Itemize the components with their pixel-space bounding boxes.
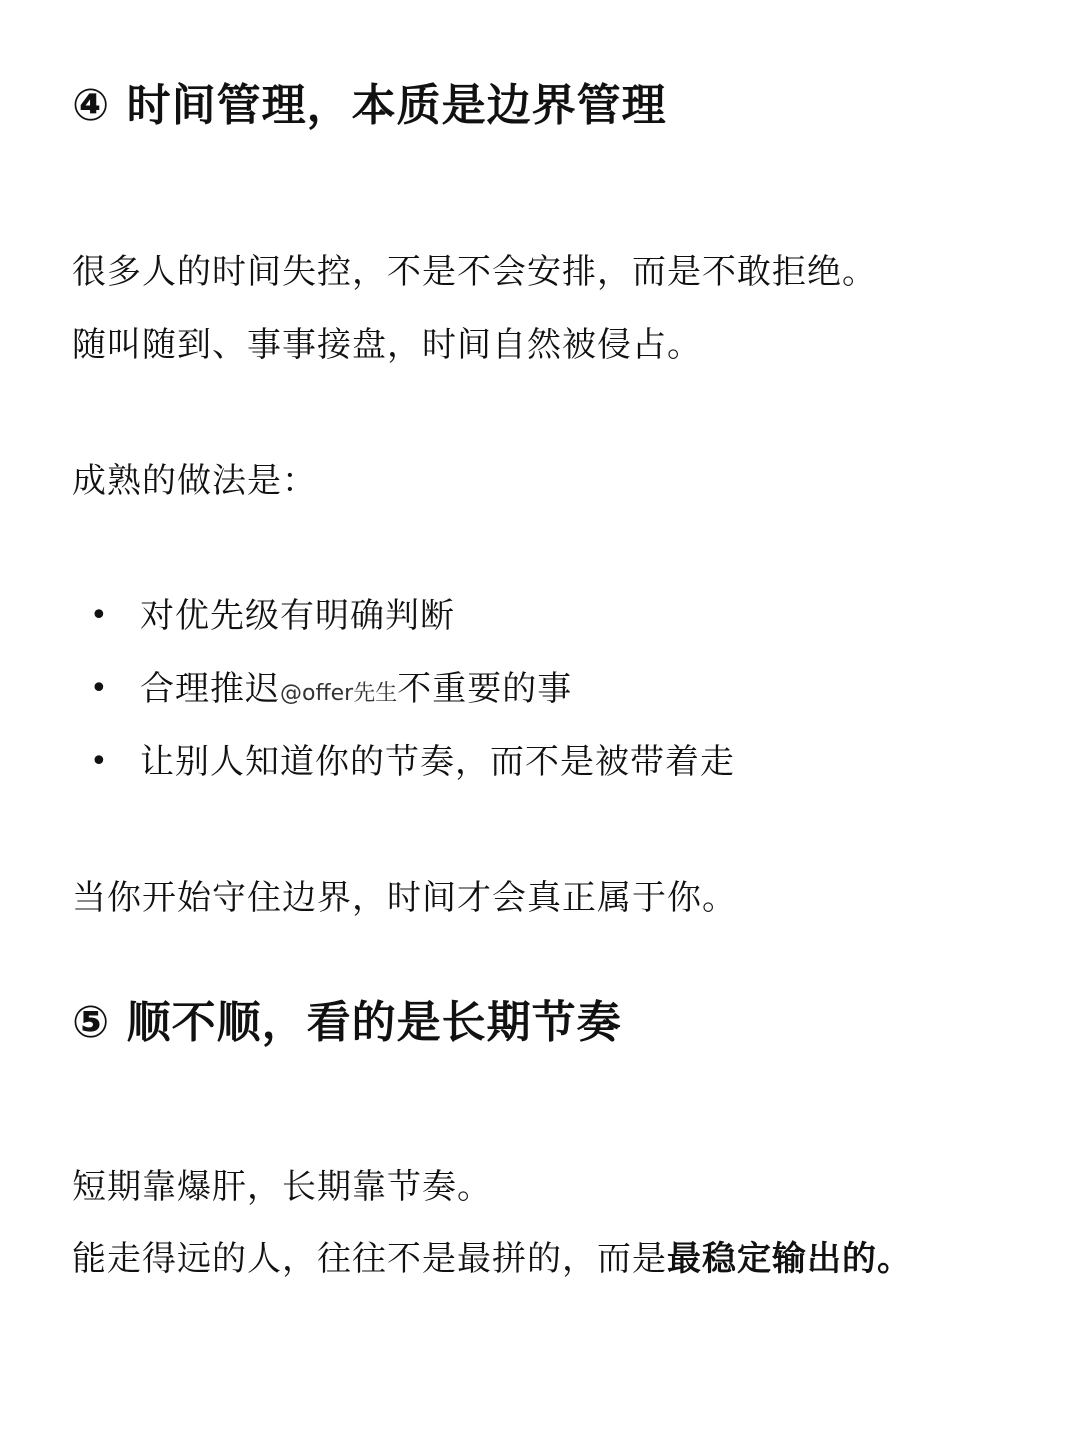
section-4-intro: 成熟的做法是： bbox=[72, 461, 317, 501]
section-5-line-2-plain: 能走得远的人，往往不是最拼的，而是 bbox=[72, 1239, 667, 1279]
watermark: @offer先生 bbox=[280, 681, 398, 706]
section-4-heading: ④ 时间管理，本质是边界管理 bbox=[72, 80, 667, 131]
bullet-text: 让别人知道你的节奏，而不是被带着走 bbox=[140, 742, 735, 782]
bullet-dot: • bbox=[90, 744, 108, 779]
bullet-text-after: 不重要的事 bbox=[397, 669, 573, 709]
bullet-dot: • bbox=[90, 671, 108, 706]
bullet-text bbox=[140, 667, 572, 716]
section-4-paragraph-line-2: 随叫随到、事事接盘，时间自然被侵占。 bbox=[72, 325, 702, 365]
section-5-line-1: 短期靠爆肝，长期靠节奏。 bbox=[72, 1167, 492, 1207]
section-5-heading: ⑤ 顺不顺，看的是长期节奏 bbox=[72, 997, 622, 1048]
bullet-text: 对优先级有明确判断 bbox=[140, 596, 455, 636]
section-4-paragraph-line-1: 很多人的时间失控，不是不会安排，而是不敢拒绝。 bbox=[72, 252, 877, 292]
bullet-dot: • bbox=[90, 598, 108, 633]
section-4-conclusion: 当你开始守住边界，时间才会真正属于你。 bbox=[72, 878, 737, 918]
bullet-text-before: 合理推迟 bbox=[140, 669, 280, 709]
section-5-line-2-bold: 最稳定输出的。 bbox=[667, 1239, 912, 1279]
section-5-line-2 bbox=[72, 1237, 912, 1281]
